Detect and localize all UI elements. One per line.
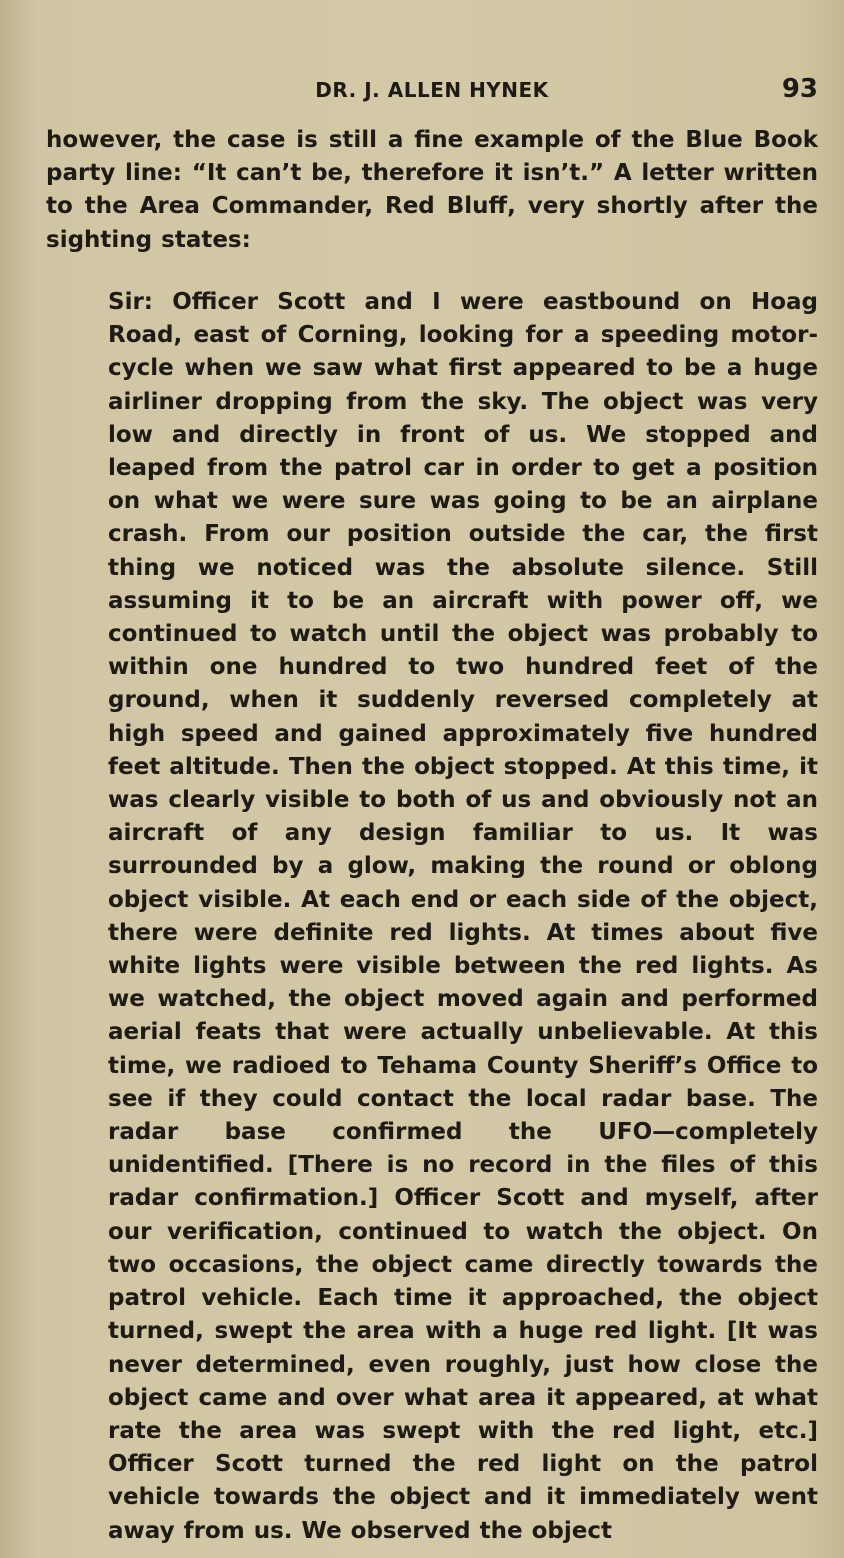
running-head	[46, 74, 818, 106]
quoted-letter: Sir: Officer Scott and I were eastbound on Hoag Road, east of Corning, looking for a speeding motorcycle when we saw what first appeared to be a huge airliner dropping from the sky. The object was very low and directly in front of us. We stopped and leaped from the patrol car in order to get a position on what we were sure was going to be an airplane crash. From our position outside the car, the first thing we noticed was the absolute silence. Still assuming it to be an aircraft with power off, we continued to watch until the object was probably to within one hundred to two hundred feet of the ground, when it suddenly reversed completely at high speed and gained approximately five hundred feet altitude. Then the object stopped. At this time, it was clearly visible to both of us and obviously not an aircraft of any design familiar to us. It was surrounded by a glow, making the round or oblong object visible. At each end or each side of the object, there were definite red lights. At times about five white lights were visible between the red lights. As we watched, the object moved again and performed aerial feats that were actually unbelievable. At this time, we radioed to Tehama County Sheriff’s Office to see if they could contact the local radar base. The radar base confirmed the UFO—completely unidentified. [There is no record in the files of this radar confirmation.] Officer Scott and myself, after our verification, continued to watch the object. On two occasions, the object came directly towards the patrol vehicle. Each time it approached, the object turned, swept the area with a huge red light. [It was never determined, even roughly, just how close the object came and over what area it appeared, at what rate the area was swept with the red light, etc.] Officer Scott turned the red light on the patrol vehicle towards the object and it immediately went away from us. We observed the object	[108, 289, 818, 1544]
running-title: DR. J. ALLEN HYNEK	[315, 78, 549, 102]
page-number: 93	[781, 74, 818, 104]
intro-paragraph: however, the case is still a fine example of the Blue Book party line: “It can’t be, therefore it isn’t.” A letter written to the Area Commander, Red Bluff, very shortly after the sighting states:	[46, 127, 818, 253]
body-text	[46, 124, 818, 1544]
